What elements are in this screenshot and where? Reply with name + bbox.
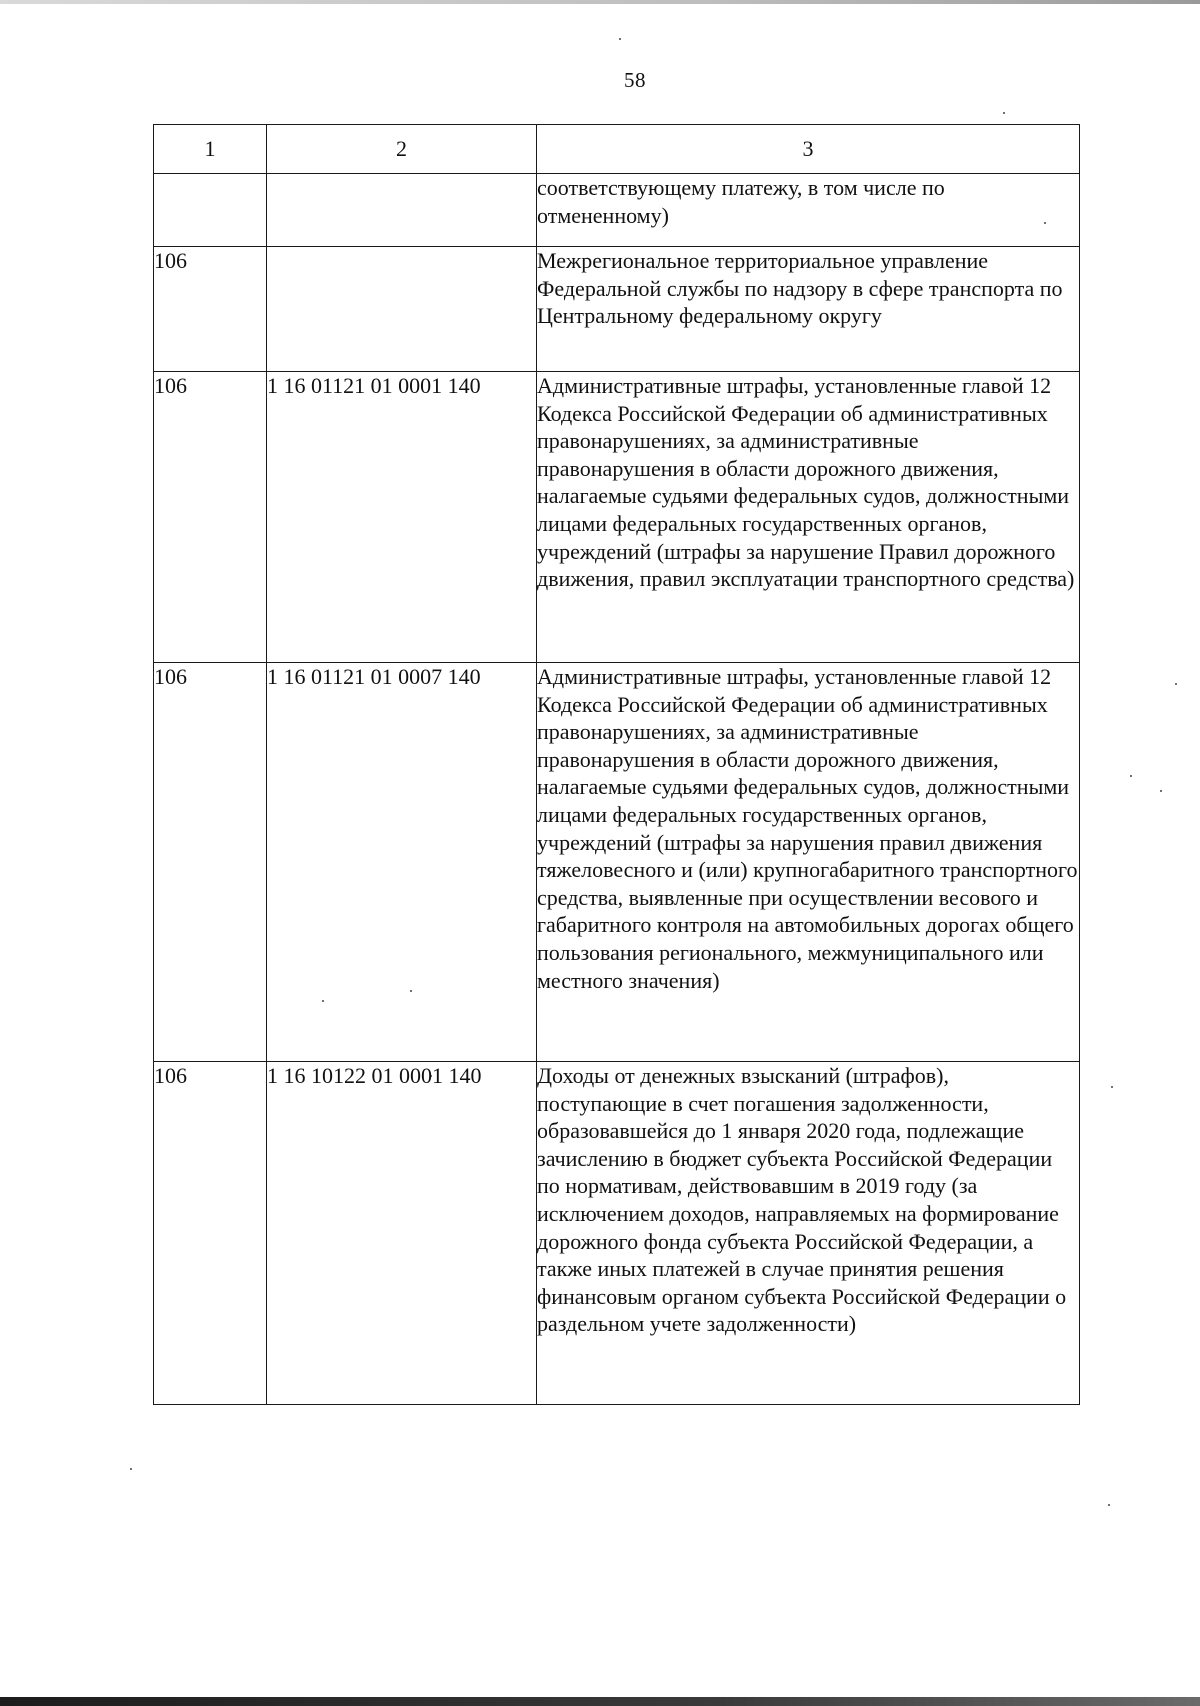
budget-code-cell: 1 16 10122 01 0001 140 — [267, 1062, 537, 1405]
description-cell: соответствующему платежу, в том числе по отмененному) — [537, 174, 1080, 247]
scan-speck — [1003, 112, 1005, 114]
table-row — [154, 372, 1080, 663]
description-cell: Доходы от денежных взысканий (штрафов), поступающие в счет погашения задолженности, образовавшейся до 1 января 2020 года, подлежащие зачислению в бюджет субъекта Российской Федерации по нормативам, действовавшим в 2019 году (за исключением доходов, направляемых на формирование дорожного фонда субъекта Российской Федерации, а также иных платежей в случае принятия решения финансовым органом субъекта Российской Федерации о раздельном учете задолженности) — [537, 1062, 1080, 1405]
scan-edge-bottom — [0, 1697, 1200, 1706]
admin-code-cell: 106 — [154, 1062, 267, 1405]
budget-code-cell — [267, 174, 537, 247]
scan-speck — [1111, 1086, 1113, 1088]
scan-speck — [1160, 790, 1162, 792]
admin-code-cell: 106 — [154, 247, 267, 372]
column-header: 1 — [154, 125, 267, 174]
budget-code-cell: 1 16 01121 01 0007 140 — [267, 663, 537, 1062]
scan-speck — [1108, 1504, 1110, 1506]
scan-speck — [1130, 775, 1132, 777]
scan-speck — [619, 38, 621, 40]
scan-edge-top — [0, 0, 1200, 4]
admin-code-cell — [154, 174, 267, 247]
column-header: 3 — [537, 125, 1080, 174]
revenue-code-table — [153, 124, 1080, 1405]
table-header-row — [154, 125, 1080, 174]
budget-code-cell: 1 16 01121 01 0001 140 — [267, 372, 537, 663]
table-row — [154, 247, 1080, 372]
description-cell: Межрегиональное территориальное управление Федеральной службы по надзору в сфере транспорта по Центральному федеральному округу — [537, 247, 1080, 372]
scan-speck — [130, 1468, 132, 1470]
table-row — [154, 1062, 1080, 1405]
description-cell: Административные штрафы, установленные главой 12 Кодекса Российской Федерации об административных правонарушениях, за административные правонарушения в области дорожного движения, налагаемые судьями федеральных судов, должностными лицами федеральных государственных органов, учреждений (штрафы за нарушение Правил дорожного движения, правил эксплуатации транспортного средства) — [537, 372, 1080, 663]
column-header: 2 — [267, 125, 537, 174]
admin-code-cell: 106 — [154, 372, 267, 663]
page-number: 58 — [624, 68, 646, 92]
table-row — [154, 174, 1080, 247]
description-cell: Административные штрафы, установленные главой 12 Кодекса Российской Федерации об административных правонарушениях, за административные правонарушения в области дорожного движения, налагаемые судьями федеральных судов, должностными лицами федеральных государственных органов, учреждений (штрафы за нарушения правил движения тяжеловесного и (или) крупногабаритного транспортного средства, выявленные при осуществлении весового и габаритного контроля на автомобильных дорогах общего пользования регионального, межмуниципального или местного значения) — [537, 663, 1080, 1062]
scan-speck — [1175, 683, 1177, 685]
admin-code-cell: 106 — [154, 663, 267, 1062]
table-row — [154, 663, 1080, 1062]
budget-code-cell — [267, 247, 537, 372]
